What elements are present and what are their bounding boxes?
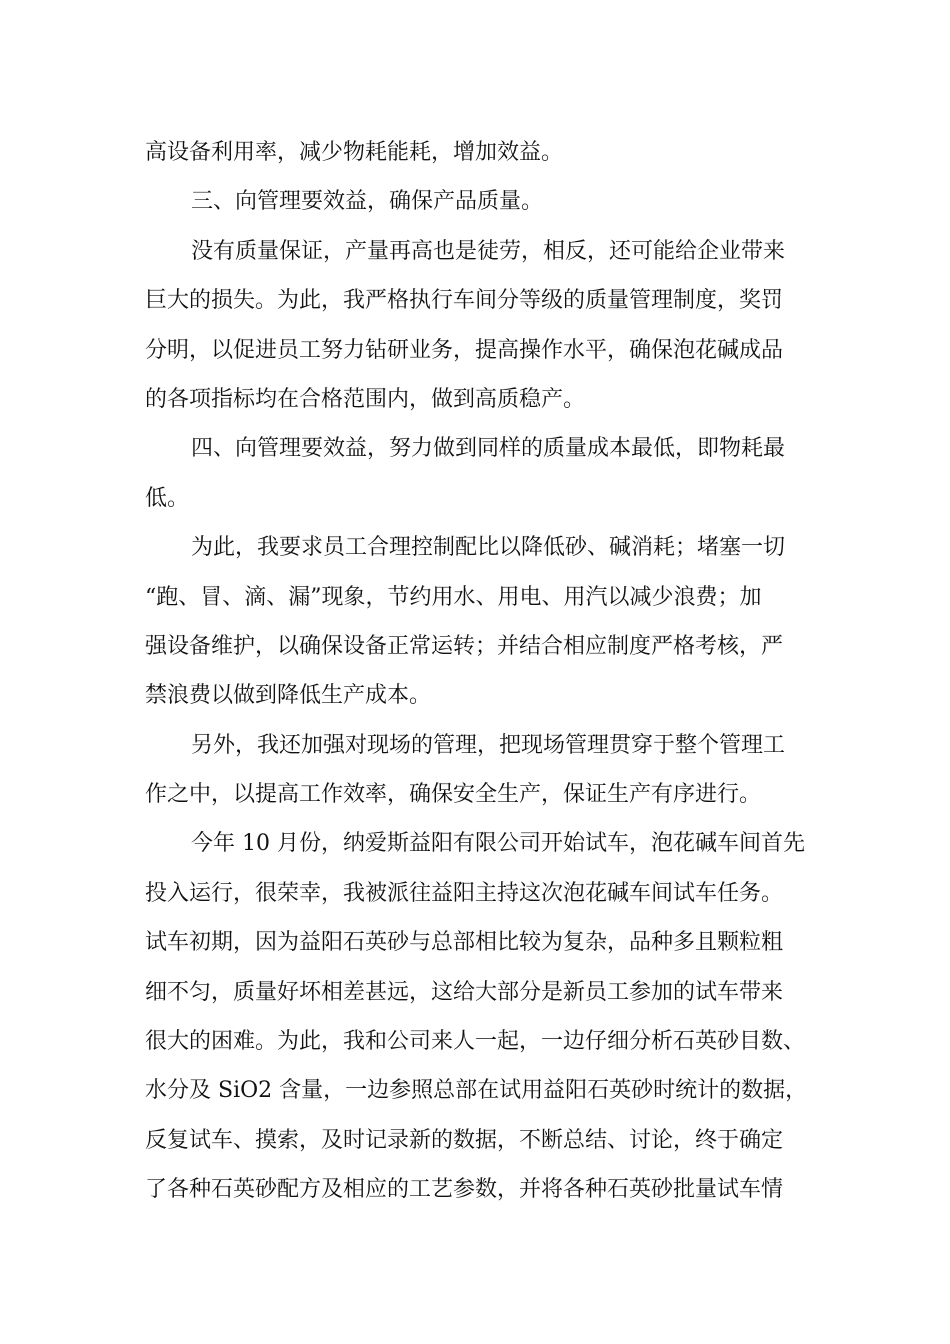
text-line: 没有质量保证，产量再高也是徒劳，相反，还可能给企业带来: [191, 238, 786, 264]
text-line: 试车初期，因为益阳石英砂与总部相比较为复杂，品种多且颗粒粗: [145, 930, 784, 956]
text-line: 禁浪费以做到降低生产成本。: [145, 683, 432, 709]
text-line: 另外，我还加强对现场的管理，把现场管理贯穿于整个管理工: [191, 732, 786, 758]
text-line: 很大的困难。为此，我和公司来人一起，一边仔细分析石英砂目数、: [145, 1029, 806, 1055]
text-line: 投入运行，很荣幸，我被派往益阳主持这次泡花碱车间试车任务。: [145, 880, 784, 906]
document-page: [145, 128, 810, 1215]
text-line: 水分及 SiO2 含量，一边参照总部在试用益阳石英砂时统计的数据，: [145, 1078, 808, 1104]
text-line: 巨大的损失。为此，我严格执行车间分等级的质量管理制度，奖罚: [145, 288, 784, 314]
text-line: “跑、冒、滴、漏”现象，节约用水、用电、用汽以减少浪费；加: [145, 584, 762, 610]
text-line: 细不匀，质量好坏相差甚远，这给大部分是新员工参加的试车带来: [145, 979, 784, 1005]
section-heading-3: 三、向管理要效益，确保产品质量。: [191, 189, 544, 215]
text-line: 强设备维护，以确保设备正常运转；并结合相应制度严格考核，严: [145, 633, 784, 659]
text-line: 了各种石英砂配方及相应的工艺参数，并将各种石英砂批量试车情: [145, 1177, 784, 1203]
text-line: 低。: [145, 485, 190, 511]
text-line: 分明，以促进员工努力钻研业务，提高操作水平，确保泡花碱成品: [145, 337, 784, 363]
text-line: 今年 10 月份，纳爱斯益阳有限公司开始试车，泡花碱车间首先: [191, 831, 805, 857]
text-line: 作之中，以提高工作效率，确保安全生产，保证生产有序进行。: [145, 782, 762, 808]
text-line: 的各项指标均在合格范围内，做到高质稳产。: [145, 386, 586, 412]
text-line: 高设备利用率，减少物耗能耗，增加效益。: [145, 140, 564, 165]
text-line: 反复试车、摸索，及时记录新的数据，不断总结、讨论，终于确定: [145, 1127, 784, 1153]
section-heading-4: 四、向管理要效益，努力做到同样的质量成本最低，即物耗最: [191, 436, 786, 462]
text-line: 为此，我要求员工合理控制配比以降低砂、碱消耗；堵塞一切: [191, 535, 786, 561]
